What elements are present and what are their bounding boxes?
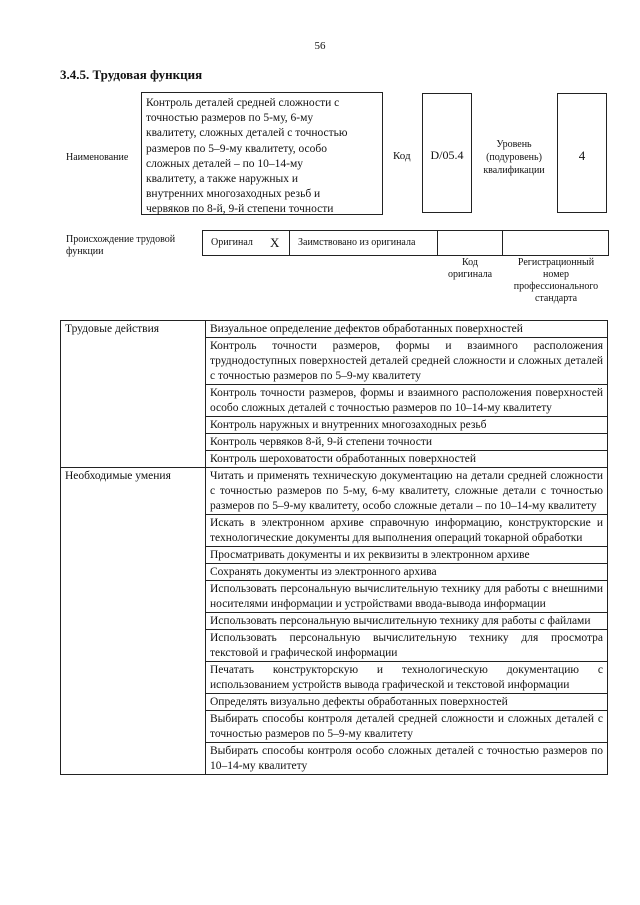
name-line: Контроль деталей средней сложности с (146, 97, 340, 109)
caption-line: стандарта (534, 293, 578, 304)
item-cell: Читать и применять техническую документацию на детали средней сложности с точностью размеров по 5-му, 6-му квалитету, сложные детали с точностью размеров по 5–9-му квалитету, особо сложные детали – по 10–14-му квалитету (206, 468, 608, 515)
item-cell: Использовать персональную вычислительную технику для работы с внешними носителями информации и устройствами ввода-вывода информации (206, 581, 608, 613)
item-cell: Использовать персональную вычислительную технику для работы с файлами (206, 613, 608, 630)
caption-line: Регистрационный (517, 257, 595, 268)
caption-line: профессионального (513, 281, 599, 292)
original-label: Оригинал (211, 237, 253, 248)
origin-label-line: функции (66, 246, 104, 257)
level-label (475, 138, 553, 177)
item-cell: Контроль наружных и внутренних многозаходных резьб (206, 417, 608, 434)
name-label: Наименование (66, 152, 129, 163)
item-cell: Контроль точности размеров, формы и взаимного расположения поверхностей особо сложных деталей с точностью размеров по 10–14-му квалитету (206, 385, 608, 417)
item-cell: Искать в электронном архиве справочную информацию, конструкторские и технологические документы для выполнения операций токарной обработки (206, 515, 608, 547)
item-cell: Сохранять документы из электронного архива (206, 564, 608, 581)
caption-line: номер (543, 269, 569, 280)
origin-divider (437, 231, 438, 255)
item-cell: Выбирать способы контроля деталей средней сложности и сложных деталей с точностью размеров по 5–9-му квалитету (206, 711, 608, 743)
functions-table (60, 320, 608, 775)
name-line: квалитету, а также наружных и (146, 173, 298, 186)
item-cell: Контроль червяков 8-й, 9-й степени точности (206, 434, 608, 451)
table-row (61, 468, 608, 515)
level-label-line: квалификации (483, 165, 545, 176)
level-value: 4 (557, 93, 607, 213)
category-cell: Необходимые умения (61, 468, 206, 775)
origin-label (66, 234, 175, 258)
item-cell: Определять визуально дефекты обработанных поверхностей (206, 694, 608, 711)
code-value: D/05.4 (422, 93, 472, 213)
origin-divider (502, 231, 503, 255)
section-title: 3.4.5. Трудовая функция (60, 67, 203, 82)
origin-divider (289, 231, 290, 255)
name-line: внутренних многозаходных резьб и (146, 188, 321, 201)
caption-line: оригинала (447, 269, 493, 280)
name-line: квалитету, сложных деталей с точностью (146, 127, 348, 140)
code-label: Код (393, 150, 411, 162)
item-cell: Просматривать документы и их реквизиты в электронном архиве (206, 547, 608, 564)
code-original-caption (437, 257, 503, 281)
borrowed-label: Заимствовано из оригинала (298, 237, 416, 248)
item-cell: Печатать конструкторскую и технологическую документацию с использованием устройств вывода графической и текстовой информации (206, 662, 608, 694)
category-cell: Трудовые действия (61, 321, 206, 468)
name-line: червяков по 8-й, 9-й степени точности (146, 203, 334, 216)
item-cell: Визуальное определение дефектов обработанных поверхностей (206, 321, 608, 338)
name-value (141, 92, 383, 215)
table-row (61, 321, 608, 338)
item-cell: Контроль шероховатости обработанных поверхностей (206, 451, 608, 468)
origin-row (202, 230, 609, 256)
origin-label-line: Происхождение трудовой (66, 234, 176, 245)
level-label-line: (подуровень) (486, 152, 542, 163)
name-line: сложных деталей – по 10–14-му (146, 157, 303, 170)
name-line: размеров по 5–9-му квалитету, особо (146, 142, 327, 155)
original-mark: X (270, 235, 280, 250)
item-cell: Выбирать способы контроля особо сложных деталей с точностью размеров по 10–14-му квалитету (206, 743, 608, 775)
name-line: точностью размеров по 5-му, 6-му (146, 112, 314, 125)
page-number: 56 (314, 40, 326, 52)
level-label-line: Уровень (496, 139, 532, 150)
item-cell: Использовать персональную вычислительную технику для просмотра текстовой и графической информации (206, 630, 608, 662)
caption-line: Код (462, 257, 478, 268)
reg-number-caption (503, 257, 609, 305)
item-cell: Контроль точности размеров, формы и взаимного расположения труднодоступных поверхностей деталей средней сложности и сложных деталей с точностью размеров по 5–9-му квалитету (206, 338, 608, 385)
